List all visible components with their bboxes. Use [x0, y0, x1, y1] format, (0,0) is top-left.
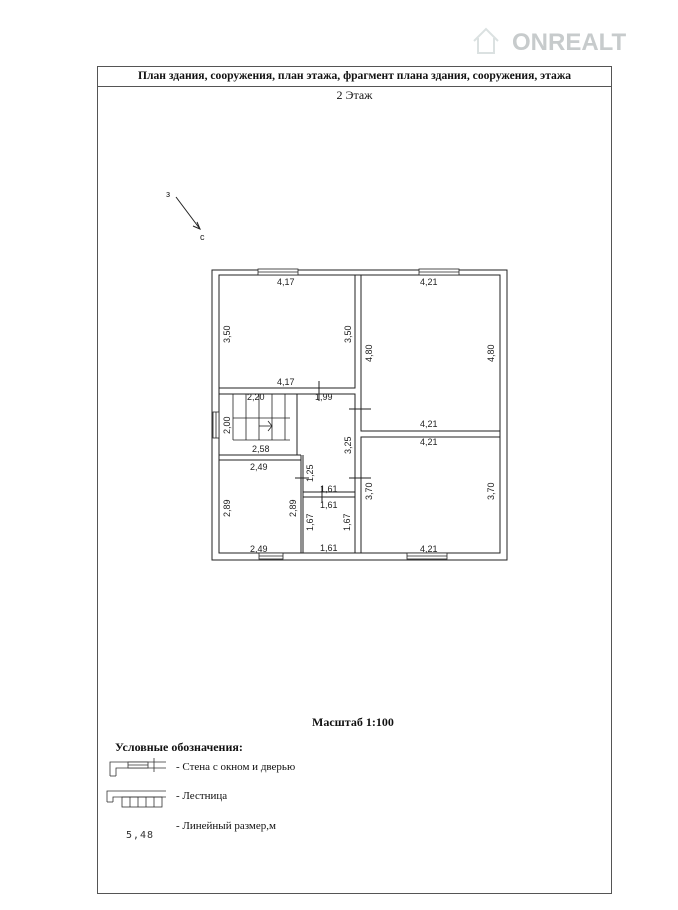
legend-item-dimension: - Линейный размер,м — [176, 820, 276, 832]
dimension-label: 1,99 — [315, 392, 333, 402]
floor-label: 2 Этаж — [336, 88, 373, 102]
legend-stair-symbol — [107, 791, 166, 807]
compass-top-letter: з — [166, 189, 171, 199]
legend-item-wall: - Стена с окном и дверью — [176, 761, 296, 773]
dimension-label: 3,70 — [364, 482, 374, 500]
room-2 — [361, 275, 500, 431]
dimension-label: 4,21 — [420, 437, 438, 447]
legend-wall-symbol — [110, 758, 166, 776]
dimension-label: 3,50 — [343, 325, 353, 343]
dimension-label: 1,61 — [320, 500, 338, 510]
dimension-label: 1,67 — [305, 513, 315, 531]
dimension-label: 4,21 — [420, 277, 438, 287]
windows — [213, 269, 459, 559]
interior-walls — [219, 275, 500, 553]
dimension-label: 2,89 — [288, 499, 298, 517]
dimension-label: 2,20 — [247, 392, 265, 402]
dimension-label: 2,89 — [222, 499, 232, 517]
scale-label: Масштаб 1:100 — [312, 715, 394, 729]
dimension-label: 4,80 — [486, 344, 496, 362]
hall-wall — [219, 394, 355, 497]
dimension-label: 2,00 — [222, 416, 232, 434]
legend-item-stairs: - Лестница — [176, 790, 228, 802]
dimension-label: 4,21 — [420, 544, 438, 554]
outer-walls — [212, 270, 507, 560]
dimension-label: 4,17 — [277, 277, 295, 287]
compass-bottom-letter: с — [200, 232, 205, 242]
dimension-label: 4,21 — [420, 419, 438, 429]
compass-arrow — [166, 189, 205, 242]
room-1 — [219, 275, 355, 388]
dimension-label: 3,25 — [343, 436, 353, 454]
watermark-text: ONREALT — [512, 29, 627, 56]
dimension-label: 4,17 — [277, 377, 295, 387]
document-title: План здания, сооружения, план этажа, фрагмент плана здания, сооружения, этажа — [97, 66, 612, 87]
legend-sample-dimension: 5,48 — [126, 830, 155, 841]
dimension-label: 3,70 — [486, 482, 496, 500]
dimension-label: 2,49 — [250, 544, 268, 554]
legend-title: Условные обозначения: — [115, 740, 243, 754]
room-3 — [361, 437, 500, 553]
dimension-label: 1,61 — [320, 543, 338, 553]
dimension-label: 2,49 — [250, 462, 268, 472]
dimension-label: 1,25 — [305, 464, 315, 482]
dimension-label: 1,61 — [320, 484, 338, 494]
dimension-label: 3,50 — [222, 325, 232, 343]
dimension-label: 1,67 — [342, 513, 352, 531]
dimension-label: 2,58 — [252, 444, 270, 454]
dimension-label: 4,80 — [364, 344, 374, 362]
dimension-labels — [222, 277, 496, 554]
